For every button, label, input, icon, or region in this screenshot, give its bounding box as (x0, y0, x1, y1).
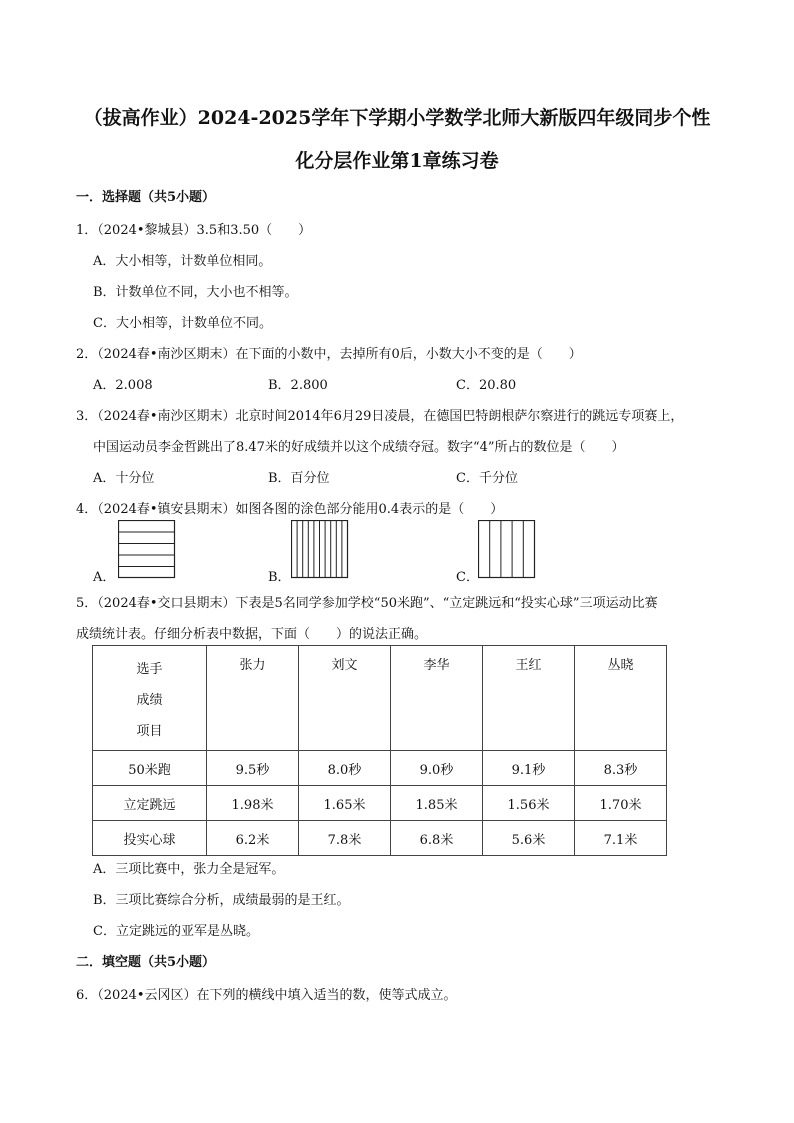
score-cell: 9.5秒 (207, 751, 299, 786)
player-header: 李华 (391, 646, 483, 751)
player-header: 刘文 (299, 646, 391, 751)
question-4-option-b: B． (268, 570, 291, 585)
score-cell: 9.1秒 (483, 751, 575, 786)
table-row (93, 786, 667, 821)
question-2-option-b: B．2.800 (268, 378, 328, 393)
question-5-option-c: C．立定跳远的亚军是丛晓。 (93, 924, 259, 939)
score-cell: 6.8米 (391, 821, 483, 856)
question-5-option-a: A．三项比赛中，张力全是冠军。 (93, 862, 285, 877)
question-3-stem-line-1: 3．（2024春•南沙区期末）北京时间2014年6月29日凌晨，在德国巴特朗根萨尔察进行的跳远专项赛上， (76, 409, 684, 424)
player-header: 张力 (207, 646, 299, 751)
section-heading-fill-in: 二．填空题（共5小题） (76, 955, 216, 970)
table-corner-cell (93, 646, 207, 751)
figure-b-ten-vertical-strips (291, 520, 349, 579)
question-2-option-c: C．20.80 (456, 378, 517, 393)
score-cell: 7.1米 (575, 821, 667, 856)
score-table (92, 645, 667, 856)
player-header: 王红 (483, 646, 575, 751)
question-3-option-c: C．千分位 (456, 471, 518, 486)
title-line-2: 化分层作业第1章练习卷 (295, 150, 499, 172)
score-cell: 9.0秒 (391, 751, 483, 786)
corner-label-score: 成绩 (136, 693, 163, 708)
score-cell: 8.3秒 (575, 751, 667, 786)
table-row (93, 751, 667, 786)
question-1-option-a: A．大小相等，计数单位相同。 (93, 254, 272, 269)
question-2-option-a: A．2.008 (93, 378, 153, 393)
question-2-stem: 2．（2024春•南沙区期末）在下面的小数中，去掉所有0后，小数大小不变的是（ ） (76, 347, 582, 362)
score-cell: 1.56米 (483, 786, 575, 821)
question-4-option-c: C． (456, 570, 479, 585)
score-cell: 1.98米 (207, 786, 299, 821)
question-3-option-a: A．十分位 (93, 471, 155, 486)
question-1-option-c: C．大小相等，计数单位不同。 (93, 316, 272, 331)
question-3-option-b: B．百分位 (268, 471, 330, 486)
question-5-option-b: B．三项比赛综合分析，成绩最弱的是王红。 (93, 893, 350, 908)
question-1-stem: 1．（2024•黎城县）3.5和3.50（ ） (76, 223, 312, 238)
player-header: 丛晓 (575, 646, 667, 751)
score-cell: 6.2米 (207, 821, 299, 856)
event-cell: 投实心球 (93, 821, 207, 856)
section-heading-choice: 一．选择题（共5小题） (76, 190, 216, 205)
question-3-stem-line-2: 中国运动员李金哲跳出了8.47米的好成绩并以这个成绩夺冠。数字“4”所占的数位是（ ） (93, 440, 625, 455)
score-cell: 1.85米 (391, 786, 483, 821)
score-cell: 1.65米 (299, 786, 391, 821)
question-6-stem: 6．（2024•云冈区）在下列的横线中填入适当的数，使等式成立。 (76, 988, 457, 1003)
question-4-stem: 4．（2024春•镇安县期末）如图各图的涂色部分能用0.4表示的是（ ） (76, 502, 504, 517)
event-cell: 立定跳远 (93, 786, 207, 821)
score-cell: 1.70米 (575, 786, 667, 821)
score-cell: 5.6米 (483, 821, 575, 856)
corner-label-player: 选手 (136, 662, 163, 677)
corner-label-event: 项目 (136, 724, 163, 739)
event-cell: 50米跑 (93, 751, 207, 786)
score-cell: 7.8米 (299, 821, 391, 856)
figure-c-five-vertical-strips (478, 520, 536, 579)
question-5-stem-line-1: 5．（2024春•交口县期末）下表是5名同学参加学校“50米跑”、“立定跳远和“投实心球”三项运动比赛 (76, 596, 658, 611)
title-line-1: （拔高作业）2024-2025学年下学期小学数学北师大新版四年级同步个性 (83, 107, 711, 129)
figure-a-horizontal-strips (118, 520, 176, 579)
table-row (93, 821, 667, 856)
score-cell: 8.0秒 (299, 751, 391, 786)
question-5-stem-line-2: 成绩统计表。仔细分析表中数据，下面（ ）的说法正确。 (76, 627, 428, 642)
score-table-header-row (93, 646, 667, 751)
question-1-option-b: B．计数单位不同，大小也不相等。 (93, 285, 298, 300)
question-4-option-a: A． (93, 570, 116, 585)
